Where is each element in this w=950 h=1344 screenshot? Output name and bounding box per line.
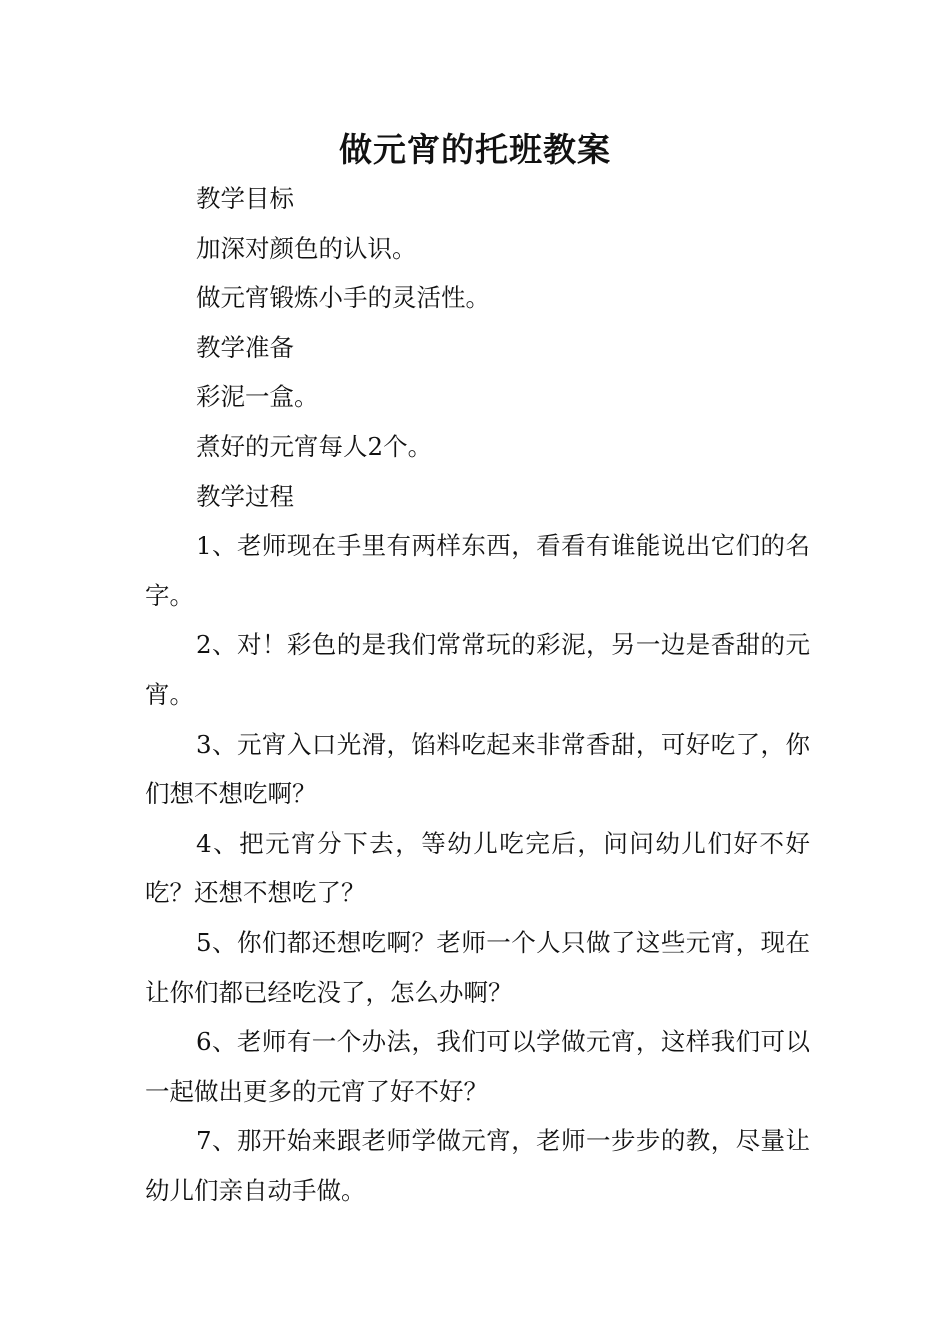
process-step: 1、老师现在手里有两样东西，看看有谁能说出它们的名字。 [145, 531, 810, 610]
objective-item: 做元宵锻炼小手的灵活性。 [196, 283, 490, 313]
preparation-item: 彩泥一盒。 [196, 382, 319, 412]
section-heading-process: 教学过程 [196, 481, 294, 511]
objective-item: 加深对颜色的认识。 [196, 233, 417, 263]
section-heading-preparation: 教学准备 [196, 332, 294, 362]
process-step: 2、对！彩色的是我们常常玩的彩泥，另一边是香甜的元宵。 [145, 630, 810, 709]
process-step: 3、元宵入口光滑，馅料吃起来非常香甜，可好吃了，你们想不想吃啊？ [145, 729, 810, 809]
process-step: 4、把元宵分下去，等幼儿吃完后，问问幼儿们好不好吃？还想不想吃了？ [145, 828, 810, 908]
process-step: 6、老师有一个办法，我们可以学做元宵，这样我们可以一起做出更多的元宵了好不好？ [145, 1027, 810, 1106]
process-step: 5、你们都还想吃啊？老师一个人只做了这些元宵，现在让你们都已经吃没了，怎么办啊？ [145, 927, 810, 1007]
preparation-item: 煮好的元宵每人2个。 [196, 431, 433, 461]
document-body [145, 174, 810, 1215]
process-step: 7、那开始来跟老师学做元宵，老师一步步的教，尽量让幼儿们亲自动手做。 [145, 1126, 810, 1205]
section-heading-objectives: 教学目标 [196, 184, 294, 213]
document-title: 做元宵的托班教案 [339, 130, 611, 169]
